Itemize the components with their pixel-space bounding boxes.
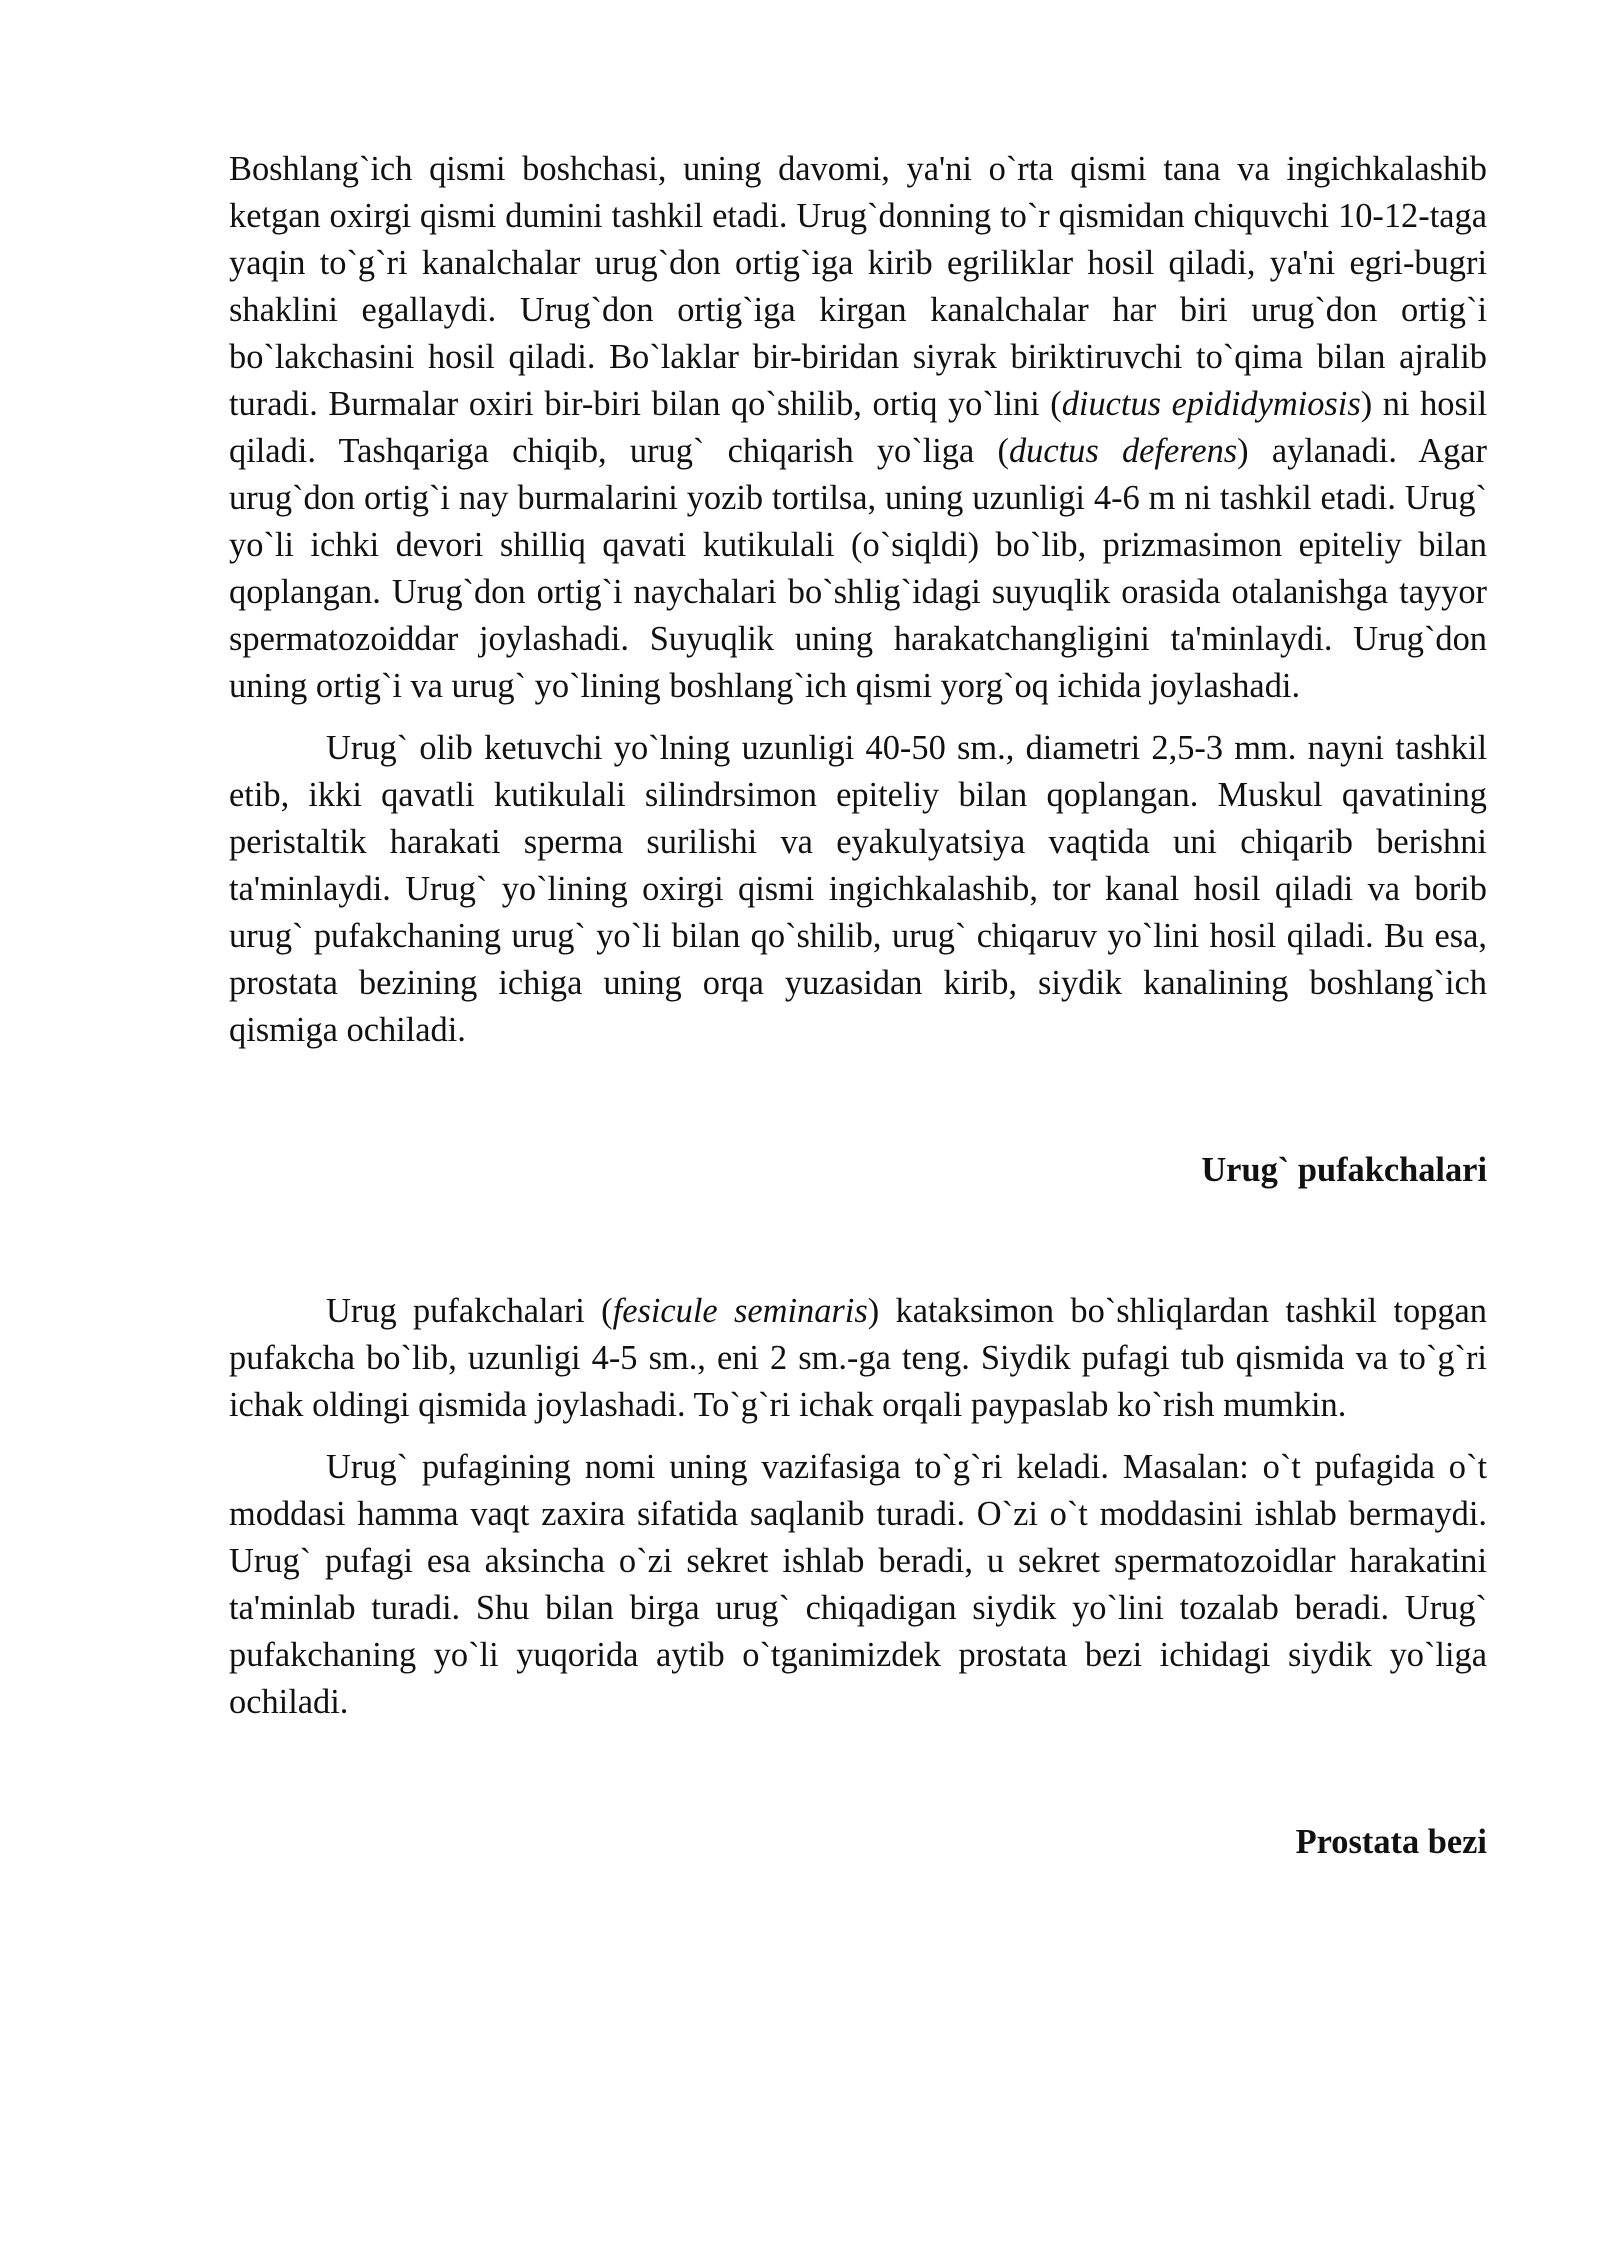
latin-term: fesicule seminaris [612, 1292, 868, 1330]
spacer [229, 1726, 1487, 1819]
paragraph-text: Boshlang`ich qismi boshchasi, uning davomi, ya'ni o`rta qismi tana va ingichkalashib ketgan oxirgi qismi dumini tashkil etadi. Urug`donning to`r qismidan chiquvchi 10-12-taga yaqin to`g`ri kanalchalar urug`don ortig`iga kirib egriliklar hosil qiladi, ya'ni egri-bugri shaklini egallaydi. Urug`don ortig`iga kirgan kanalchalar har biri urug`don ortig`i bo`lakchasini hosil qiladi. Bo`laklar bir-biridan siyrak biriktiruvchi to`qima bilan ajralib turadi. Burmalar oxiri bir-biri bilan qo`shilib, ortiq yo`lini ( [229, 150, 1487, 423]
latin-term: ductus deferens [1008, 432, 1238, 470]
paragraph-seminal-vesicles [229, 1288, 1487, 1429]
paragraph-text: ) aylanadi. Agar urug`don ortig`i nay burmalarini yozib tortilsa, uning uzunligi 4-6 m ni tashkil etadi. Urug` yo`li ichki devori shilliq qavati kutikulali (o`siqldi) bo`lib, prizmasimon epiteliy bilan qoplangan. Urug`don ortig`i naychalari bo`shlig`idagi suyuqlik orasida otalanishga tayyor spermatozoiddar joylashadi. Suyuqlik uning harakatchangligini ta'minlaydi. Urug`don uning ortig`i va urug` yo`lining boshlang`ich qismi yorg`oq ichida joylashadi. [229, 432, 1487, 705]
section-heading-prostate: Prostata bezi [1295, 1823, 1487, 1861]
paragraph-text: ) kataksimon bo`shliqlardan tashkil topgan pufakcha bo`lib, uzunligi 4-5 sm., eni 2 sm.-ga teng. Siydik pufagi tub qismida va to`g`ri ichak oldingi qismida joylashadi. To`g`ri ichak orqali paypaslab ko`rish mumkin. [229, 1292, 1487, 1424]
document-page [229, 146, 1487, 1866]
paragraph-epididymis [229, 146, 1487, 710]
section-heading-seminal-vesicles: Urug` pufakchalari [1201, 1151, 1487, 1189]
spacer [229, 1054, 1487, 1147]
paragraph-vas-deferens: Urug` olib ketuvchi yo`lning uzunligi 40-50 sm., diametri 2,5-3 mm. nayni tashkil etib, ikki qavatli kutikulali silindrsimon epiteliy bilan qoplangan. Muskul qavatining peristaltik harakati sperma surilishi va eyakulyatsiya vaqtida uni chiqarib berishni ta'minlaydi. Urug` yo`lining oxirgi qismi ingichkalashib, tor kanal hosil qiladi va borib urug` pufakchaning urug` yo`li bilan qo`shilib, urug` chiqaruv yo`lini hosil qiladi. Bu esa, prostata bezining ichiga uning orqa yuzasidan kirib, siydik kanalining boshlang`ich qismiga ochiladi. [229, 729, 1487, 1049]
latin-term: diuctus epididymiosis [1061, 385, 1361, 423]
spacer [229, 1429, 1487, 1444]
spacer [229, 710, 1487, 725]
paragraph-text: Urug pufakchalari ( [326, 1292, 613, 1330]
paragraph-text: ) ni hosil qiladi. Tashqariga chiqib, urug` chiqarish yo`liga ( [229, 385, 1487, 470]
spacer [229, 1194, 1487, 1288]
paragraph-vesicle-function: Urug` pufagining nomi uning vazifasiga to`g`ri keladi. Masalan: o`t pufagida o`t moddasi hamma vaqt zaxira sifatida saqlanib turadi. O`zi o`t moddasini ishlab bermaydi. Urug` pufagi esa aksincha o`zi sekret ishlab beradi, u sekret spermatozoidlar harakatini ta'minlab turadi. Shu bilan birga urug` chiqadigan siydik yo`lini tozalab beradi. Urug` pufakchaning yo`li yuqorida aytib o`tganimizdek prostata bezi ichidagi siydik yo`liga ochiladi. [229, 1448, 1487, 1721]
